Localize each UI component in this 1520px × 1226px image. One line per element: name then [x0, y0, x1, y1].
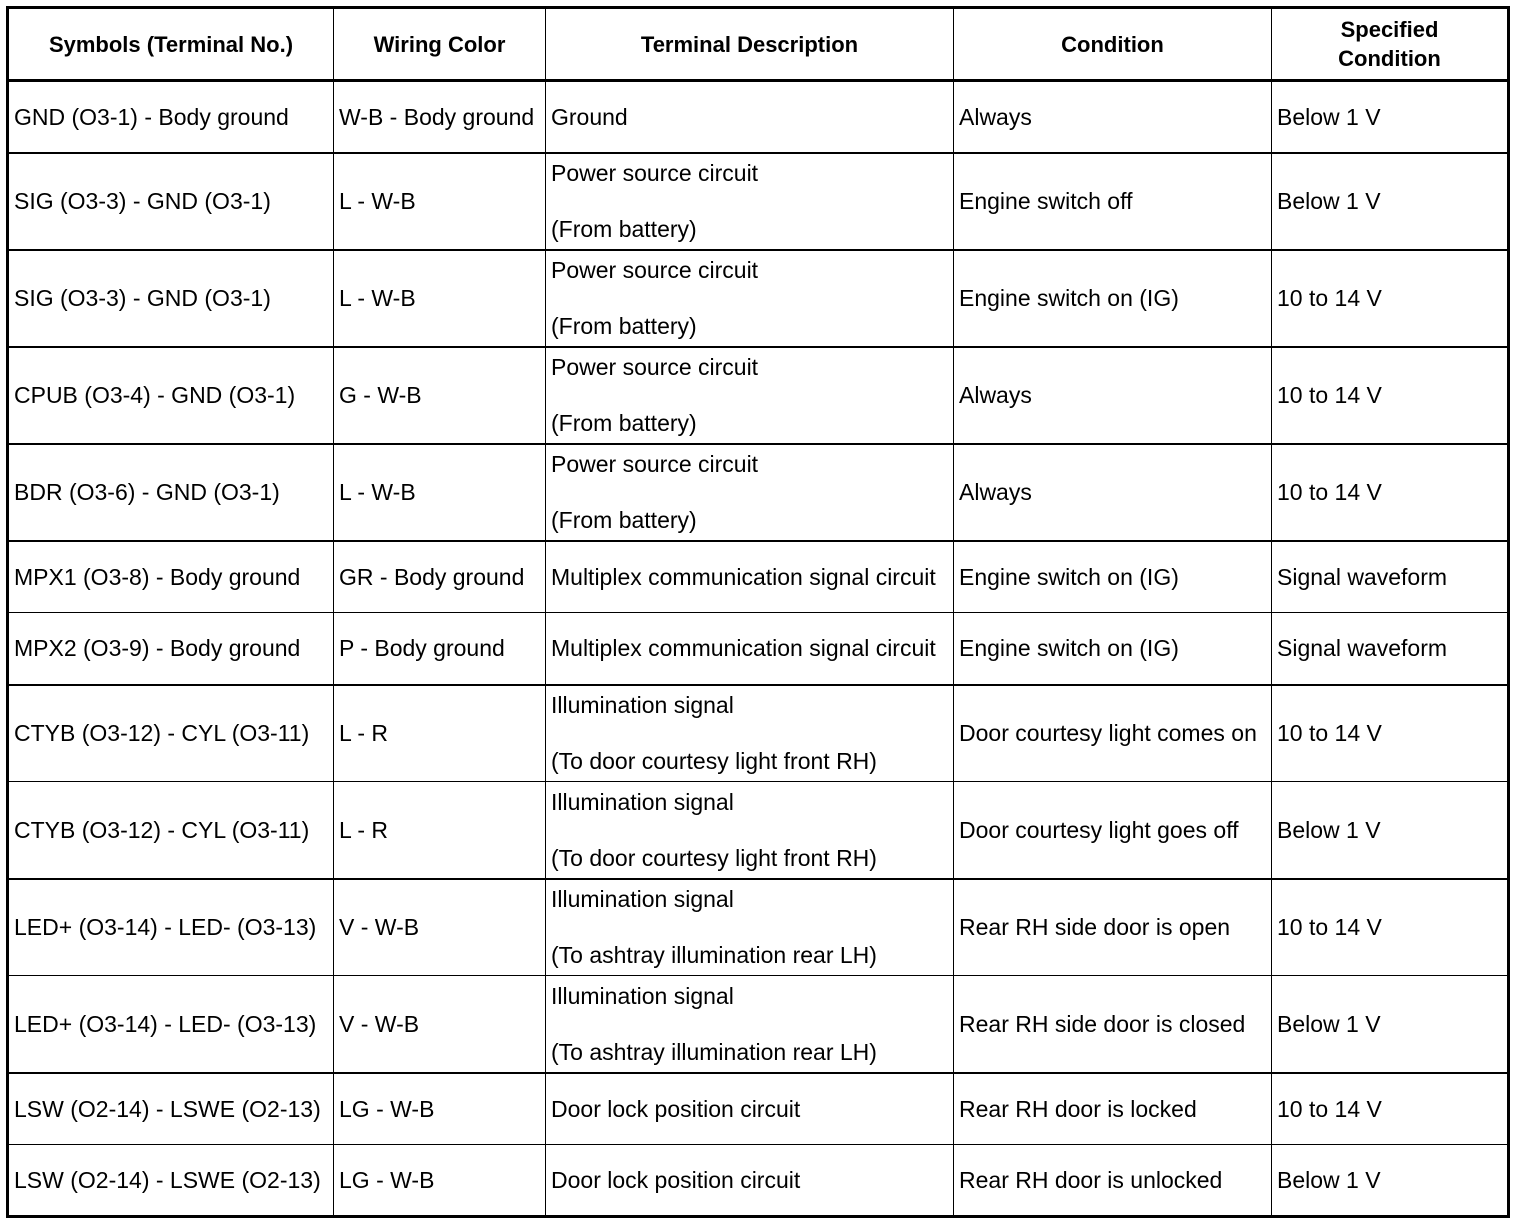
cell-wiring-color: LG - W-B	[334, 1145, 546, 1217]
cell-description	[546, 347, 954, 444]
cell-description	[546, 541, 954, 613]
cell-symbols: MPX2 (O3-9) - Body ground	[8, 613, 334, 685]
cell-specified: 10 to 14 V	[1272, 444, 1509, 541]
cell-condition: Door courtesy light comes on	[954, 685, 1272, 782]
cell-description	[546, 153, 954, 250]
cell-specified: Below 1 V	[1272, 976, 1509, 1073]
table-row	[8, 1073, 1509, 1145]
cell-description	[546, 250, 954, 347]
cell-condition: Always	[954, 81, 1272, 153]
cell-specified: 10 to 14 V	[1272, 1073, 1509, 1145]
cell-symbols: LED+ (O3-14) - LED- (O3-13)	[8, 879, 334, 976]
description-line1: Illumination signal	[551, 788, 734, 815]
description-line1: Door lock position circuit	[551, 1167, 801, 1193]
table-row	[8, 685, 1509, 782]
cell-symbols: CPUB (O3-4) - GND (O3-1)	[8, 347, 334, 444]
cell-symbols: LSW (O2-14) - LSWE (O2-13)	[8, 1145, 334, 1217]
cell-wiring-color: L - R	[334, 685, 546, 782]
description-line2: (From battery)	[551, 313, 697, 339]
table-row	[8, 1145, 1509, 1217]
header-wiring-color: Wiring Color	[334, 8, 546, 81]
header-condition: Condition	[954, 8, 1272, 81]
cell-wiring-color: GR - Body ground	[334, 541, 546, 613]
cell-condition: Always	[954, 347, 1272, 444]
description-spacer	[551, 1011, 948, 1037]
description-line1: Door lock position circuit	[551, 1095, 801, 1122]
description-line1: Illumination signal	[551, 692, 734, 719]
cell-condition: Door courtesy light goes off	[954, 782, 1272, 879]
description-line2: (To ashtray illumination rear LH)	[551, 942, 877, 969]
description-line2: (From battery)	[551, 507, 697, 533]
header-symbols: Symbols (Terminal No.)	[8, 8, 334, 81]
description-spacer	[551, 914, 948, 940]
cell-specified: Signal waveform	[1272, 541, 1509, 613]
header-row	[8, 8, 1509, 81]
description-spacer	[551, 188, 948, 214]
description-line1: Illumination signal	[551, 982, 734, 1009]
cell-specified: Below 1 V	[1272, 782, 1509, 879]
table-row	[8, 976, 1509, 1073]
description-line2: (To door courtesy light front RH)	[551, 844, 877, 871]
cell-symbols: SIG (O3-3) - GND (O3-1)	[8, 153, 334, 250]
cell-description	[546, 976, 954, 1073]
cell-condition: Engine switch on (IG)	[954, 250, 1272, 347]
cell-description	[546, 81, 954, 153]
cell-condition: Engine switch on (IG)	[954, 541, 1272, 613]
cell-specified: Signal waveform	[1272, 613, 1509, 685]
description-spacer	[551, 382, 948, 408]
cell-specified: Below 1 V	[1272, 153, 1509, 250]
table-row	[8, 879, 1509, 976]
cell-symbols: MPX1 (O3-8) - Body ground	[8, 541, 334, 613]
table-row	[8, 81, 1509, 153]
cell-specified: 10 to 14 V	[1272, 250, 1509, 347]
description-spacer	[551, 479, 948, 505]
cell-wiring-color: G - W-B	[334, 347, 546, 444]
cell-description	[546, 1145, 954, 1217]
description-line2: (From battery)	[551, 216, 697, 242]
description-line1: Power source circuit	[551, 257, 759, 283]
cell-symbols: LED+ (O3-14) - LED- (O3-13)	[8, 976, 334, 1073]
cell-symbols: CTYB (O3-12) - CYL (O3-11)	[8, 685, 334, 782]
cell-condition: Rear RH door is unlocked	[954, 1145, 1272, 1217]
cell-wiring-color: L - W-B	[334, 153, 546, 250]
cell-condition: Engine switch off	[954, 153, 1272, 250]
table-row	[8, 541, 1509, 613]
cell-description	[546, 782, 954, 879]
cell-description	[546, 685, 954, 782]
cell-specified: 10 to 14 V	[1272, 347, 1509, 444]
description-line1: Multiplex communication signal circuit	[551, 563, 936, 590]
cell-condition: Rear RH side door is open	[954, 879, 1272, 976]
header-specified-condition	[1272, 8, 1509, 81]
header-specified-line1: Specified	[1340, 17, 1439, 42]
description-line2: (From battery)	[551, 410, 697, 436]
cell-specified: Below 1 V	[1272, 81, 1509, 153]
cell-condition: Rear RH door is locked	[954, 1073, 1272, 1145]
cell-wiring-color: V - W-B	[334, 976, 546, 1073]
description-spacer	[551, 817, 948, 843]
table-body	[8, 81, 1509, 1217]
cell-specified: 10 to 14 V	[1272, 879, 1509, 976]
cell-wiring-color: L - W-B	[334, 444, 546, 541]
cell-condition: Always	[954, 444, 1272, 541]
cell-condition: Engine switch on (IG)	[954, 613, 1272, 685]
header-specified-line2: Condition	[1338, 46, 1441, 71]
cell-description	[546, 444, 954, 541]
cell-symbols: BDR (O3-6) - GND (O3-1)	[8, 444, 334, 541]
cell-symbols: GND (O3-1) - Body ground	[8, 81, 334, 153]
cell-wiring-color: V - W-B	[334, 879, 546, 976]
cell-description	[546, 1073, 954, 1145]
description-line2: (To door courtesy light front RH)	[551, 748, 877, 775]
table-row	[8, 347, 1509, 444]
table-row	[8, 444, 1509, 541]
cell-condition: Rear RH side door is closed	[954, 976, 1272, 1073]
cell-symbols: CTYB (O3-12) - CYL (O3-11)	[8, 782, 334, 879]
cell-symbols: SIG (O3-3) - GND (O3-1)	[8, 250, 334, 347]
table-row	[8, 153, 1509, 250]
description-line1: Power source circuit	[551, 451, 759, 477]
description-line1: Power source circuit	[551, 160, 759, 186]
terminal-spec-table	[6, 6, 1510, 1218]
cell-wiring-color: LG - W-B	[334, 1073, 546, 1145]
description-spacer	[551, 720, 948, 746]
header-terminal-description: Terminal Description	[546, 8, 954, 81]
cell-specified: 10 to 14 V	[1272, 685, 1509, 782]
cell-wiring-color: L - R	[334, 782, 546, 879]
description-line1: Multiplex communication signal circuit	[551, 635, 936, 662]
description-line2: (To ashtray illumination rear LH)	[551, 1038, 877, 1065]
table-row	[8, 613, 1509, 685]
table-header	[8, 8, 1509, 81]
description-line1: Ground	[551, 103, 628, 130]
description-line1: Illumination signal	[551, 886, 734, 913]
cell-description	[546, 879, 954, 976]
cell-wiring-color: L - W-B	[334, 250, 546, 347]
table-row	[8, 782, 1509, 879]
cell-symbols: LSW (O2-14) - LSWE (O2-13)	[8, 1073, 334, 1145]
cell-wiring-color: P - Body ground	[334, 613, 546, 685]
description-line1: Power source circuit	[551, 354, 759, 380]
cell-description	[546, 613, 954, 685]
description-spacer	[551, 285, 948, 311]
table-row	[8, 250, 1509, 347]
cell-wiring-color: W-B - Body ground	[334, 81, 546, 153]
cell-specified: Below 1 V	[1272, 1145, 1509, 1217]
